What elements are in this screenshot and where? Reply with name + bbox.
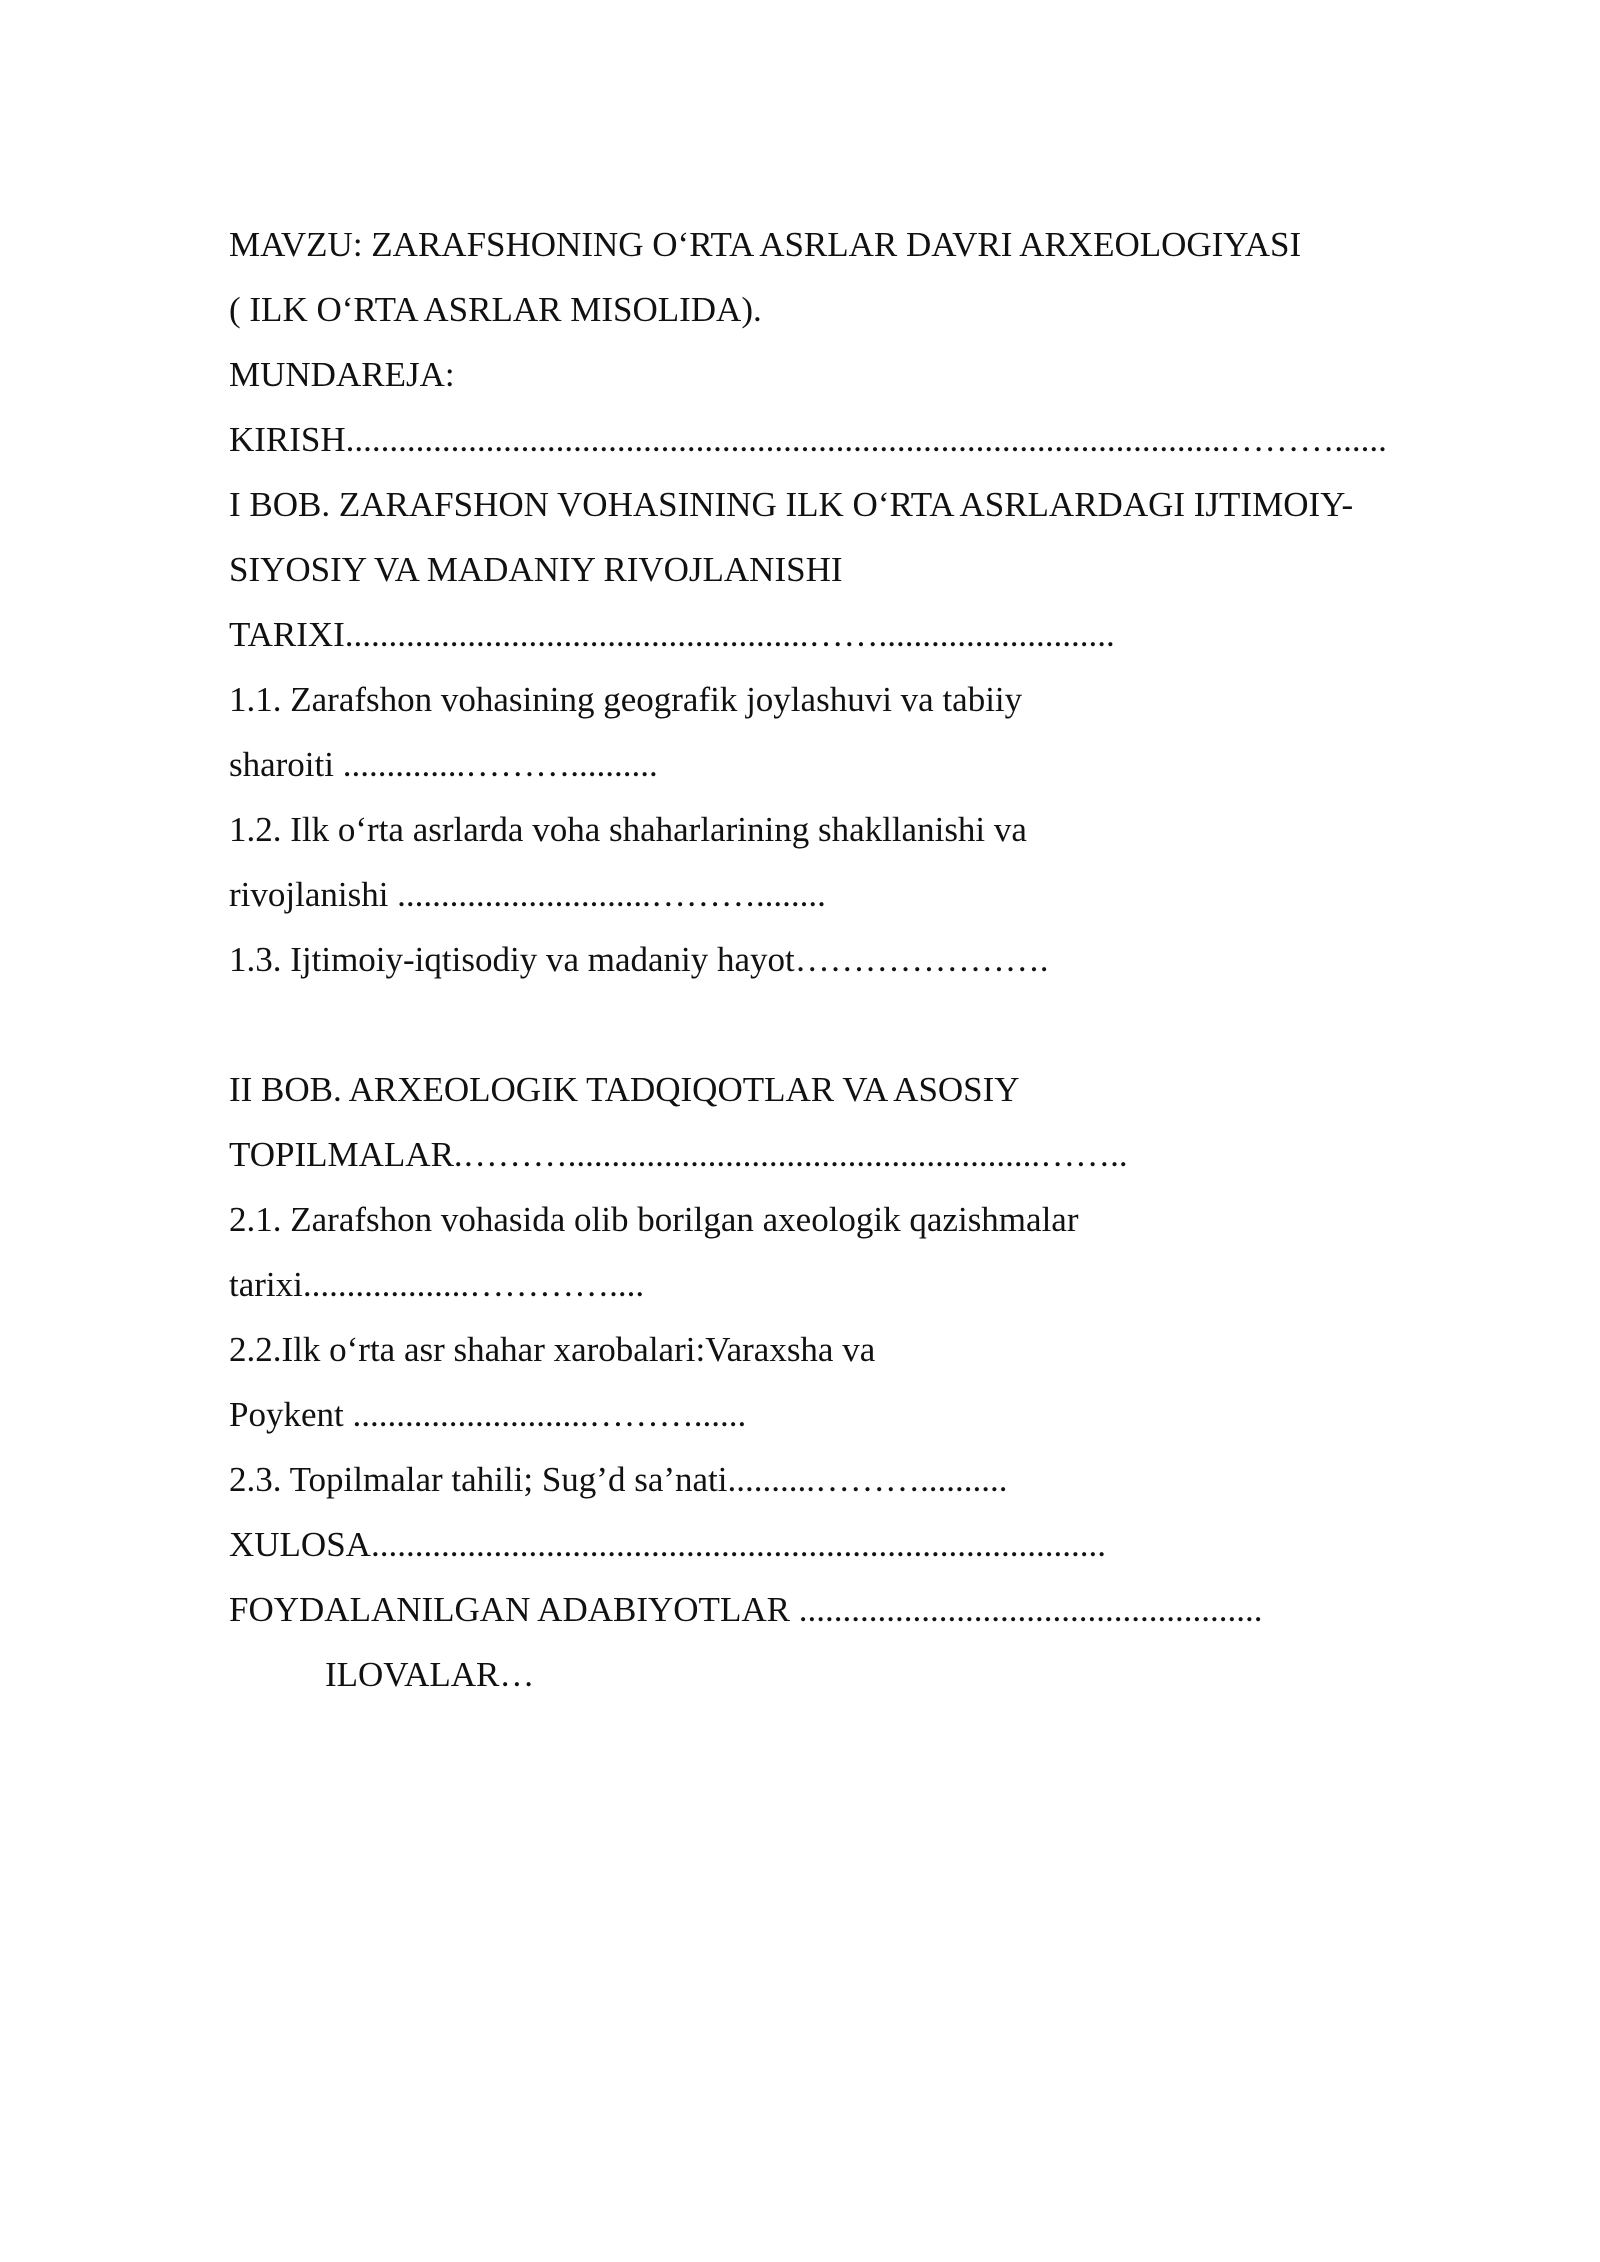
- toc-blank-line: [229, 992, 1529, 1057]
- toc-entry-section-2-1-line-1: 2.1. Zarafshon vohasida olib borilgan axeologik qazishmalar: [229, 1200, 1079, 1239]
- document-title: MAVZU: ZARAFSHONING O‘RTA ASRLAR DAVRI ARXEOLOGIYASI: [229, 225, 1302, 264]
- toc-entry-bibliography: FOYDALANILGAN ADABIYOTLAR .....................................................: [229, 1590, 1263, 1629]
- toc-entry-chapter-2-line-1: II BOB. ARXEOLOGIK TADQIQOTLAR VA ASOSIY: [229, 1070, 1020, 1109]
- toc-entry-chapter-1-line-2: SIYOSIY VA MADANIY RIVOJLANISHI: [229, 550, 843, 589]
- document-subtitle: ( ILK O‘RTA ASRLAR MISOLIDA).: [229, 290, 762, 329]
- toc-entry-section-2-2-line-2: Poykent ...........................………......: [229, 1395, 747, 1434]
- toc-entry-chapter-1-line-1: I BOB. ZARAFSHON VOHASINING ILK O‘RTA ASRLARDAGI IJTIMOIY-: [229, 485, 1354, 524]
- toc-entry-section-2-2-line-1: 2.2.Ilk o‘rta asr shahar xarobalari:Varaxsha va: [229, 1330, 876, 1369]
- toc-entry-chapter-1-line-3: TARIXI.....................................................……...........................: [229, 615, 1115, 654]
- toc-entry-section-1-1-line-1: 1.1. Zarafshon vohasining geografik joylashuvi va tabiiy: [229, 680, 1023, 719]
- toc-entry-appendices: ILOVALAR…: [325, 1655, 535, 1694]
- toc-entry-section-2-1-line-2: tarixi...................…………....: [229, 1265, 645, 1304]
- document-content: [229, 212, 1529, 1707]
- contents-heading: MUNDAREJA:: [229, 355, 455, 394]
- toc-entry-section-1-2-line-1: 1.2. Ilk o‘rta asrlarda voha shaharlarining shakllanishi va: [229, 810, 1027, 849]
- toc-entry-introduction: KIRISH.....................................................................................................………......: [229, 420, 1387, 459]
- toc-entry-section-2-3: 2.3. Topilmalar tahili; Sug’d sa’nati..........………..........: [229, 1460, 1008, 1499]
- toc-entry-section-1-2-line-2: rivojlanishi .............................………........: [229, 875, 826, 914]
- toc-entry-section-1-3: 1.3. Ijtimoiy-iqtisodiy va madaniy hayot………………….: [229, 940, 1049, 979]
- toc-entry-section-1-1-line-2: sharoiti ..............………..........: [229, 745, 658, 784]
- toc-entry-chapter-2-line-2: TOPILMALAR.………......................................................……..: [229, 1135, 1128, 1174]
- toc-entry-conclusion: XULOSA....................................................................................: [229, 1525, 1106, 1564]
